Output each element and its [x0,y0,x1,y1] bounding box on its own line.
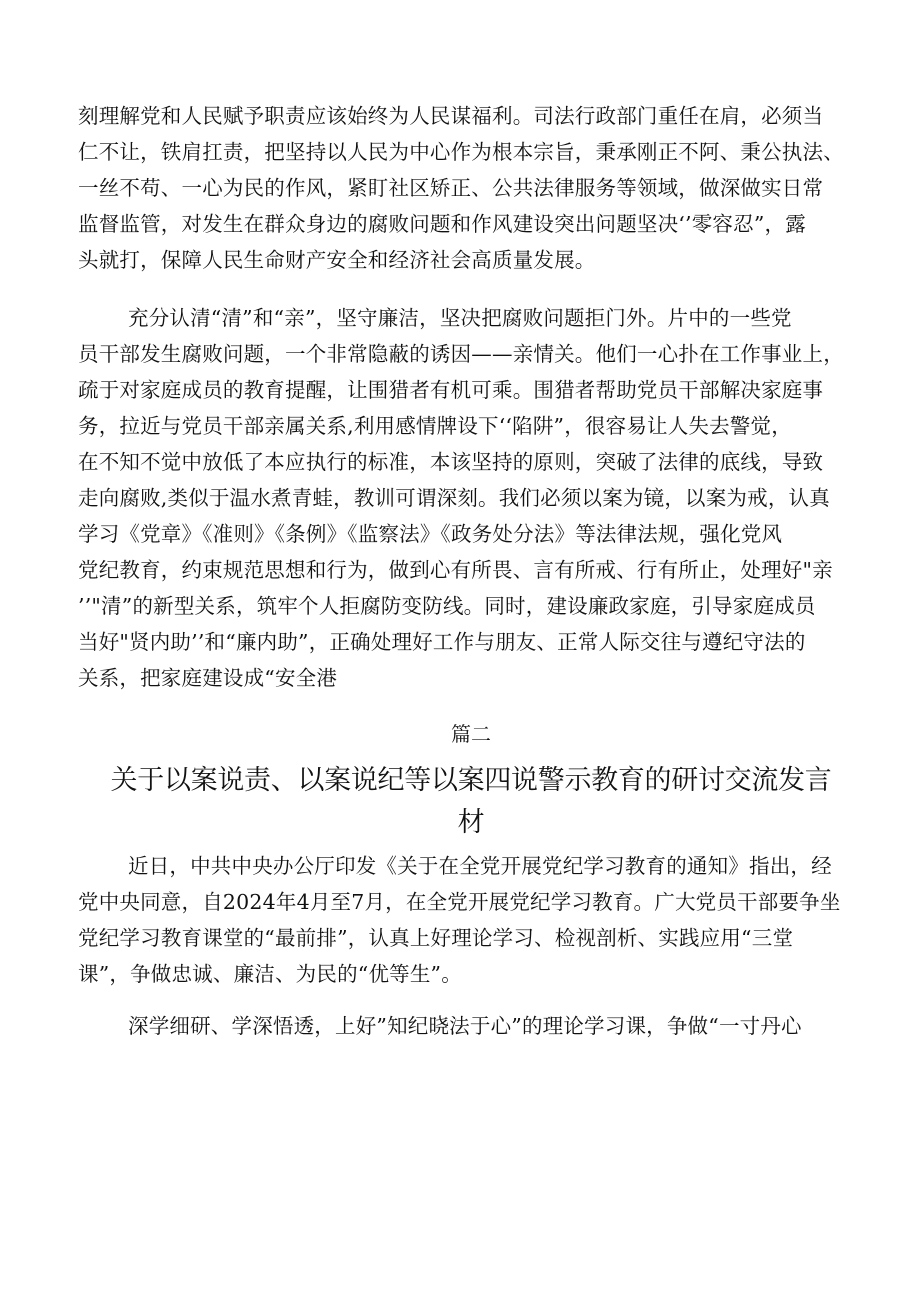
paragraph-4 [78,1008,864,1044]
paragraph-3 [78,848,864,992]
paragraph-line: 党中央同意，自2024年4月至7月，在全党开展党纪学习教育。广大党员干部要争坐 [78,890,841,914]
paragraph-line: 疏于对家庭成员的教育提醒，让围猎者有机可乘。围猎者帮助党员干部解决家庭事 [78,378,824,402]
paragraph-line: 当好"贤内助’’和“廉内助”，正确处理好工作与朋友、正常人际交往与遵纪守法的 [78,630,806,654]
document-body [78,98,864,1044]
paragraph-line: 学习《党章》《准则》《条例》《监察法》《政务处分法》等法律法规，强化党风 [78,522,783,546]
paragraph-line: 党纪教育，约束规范思想和行为，做到心有所畏、言有所戒、行有所止，处理好"亲 [78,558,833,582]
paragraph-line: 头就打，保障人民生命财产安全和经济社会高质量发展。 [78,248,596,272]
paragraph-line: 关系，把家庭建设成“安全港 [78,666,338,690]
paragraph-line: 在不知不觉中放低了本应执行的标准，本该坚持的原则，突破了法律的底线，导致 [78,450,824,474]
paragraph-line: 务，拉近与党员干部亲属关系,利用感情牌设下‘‘陷阱”，很容易让人失去警觉， [78,414,792,438]
paragraph-line: ’’"清”的新型关系，筑牢个人拒腐防变防线。同时，建设廉政家庭，引导家庭成员 [78,594,816,618]
paragraph-line: 监督监管，对发生在群众身边的腐败问题和作风建设突出问题坚决‘’零容忍”，露 [78,212,806,236]
document-title [78,760,864,844]
paragraph-line: 充分认清“清”和“亲”，坚守廉洁，坚决把腐败问题拒门外。片中的一些党 [128,306,792,330]
paragraph-line: 课”，争做忠诚、廉洁、为民的“优等生”。 [78,962,462,986]
title-line: 材 [457,807,485,838]
paragraph-line: 一丝不苟、一心为民的作风，紧盯社区矫正、公共法律服务等领域，做深做实日常 [78,176,824,200]
section-label: 篇二 [451,722,491,746]
paragraph-line: 仁不让，铁肩扛责，把坚持以人民为中心作为根本宗旨，秉承刚正不阿、秉公执法、 [78,140,844,164]
paragraph-2 [78,300,864,696]
paragraph-line: 近日，中共中央办公厅印发《关于在全党开展党纪学习教育的通知》指出，经 [128,854,832,878]
paragraph-line: 走向腐败,类似于温水煮青蛙，教训可谓深刻。我们必须以案为镜，以案为戒，认真 [78,486,830,510]
paragraph-line: 深学细研、学深悟透，上好”知纪晓法于心”的理论学习课，争做“一寸丹心 [128,1014,802,1038]
title-line: 关于以案说责、以案说纪等以案四说警示教育的研讨交流发言 [110,765,832,796]
paragraph-line: 员干部发生腐败问题，一个非常隐蔽的诱因——亲情关。他们一心扑在工作事业上， [78,342,844,366]
paragraph-line: 刻理解党和人民赋予职责应该始终为人民谋福利。司法行政部门重任在肩，必须当 [78,104,824,128]
paragraph-line: 党纪学习教育课堂的“最前排”，认真上好理论学习、检视剖析、实践应用“三堂 [78,926,794,950]
paragraph-1 [78,98,864,278]
